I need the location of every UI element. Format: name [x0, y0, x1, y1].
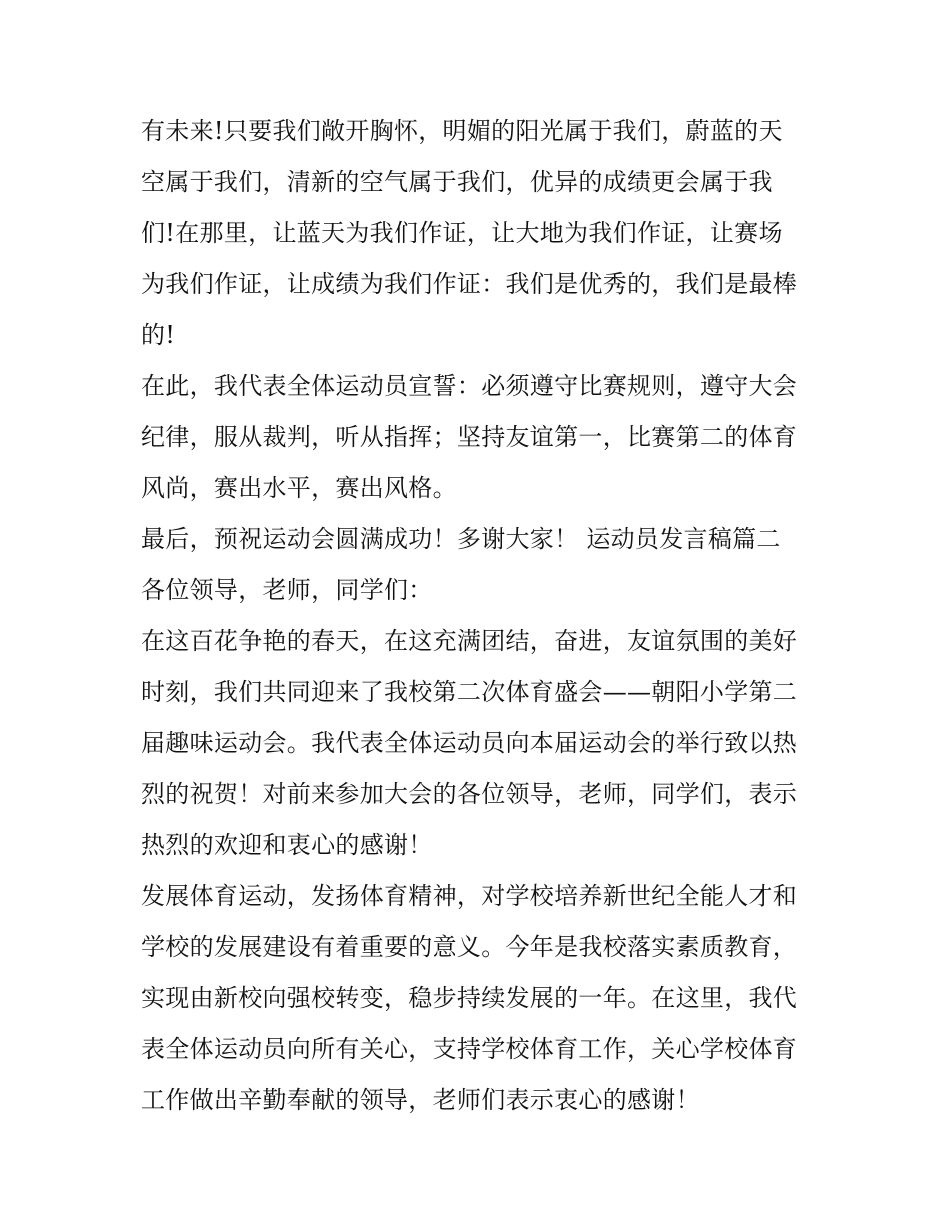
- text-line: 实现由新校向强校转变，稳步持续发展的一年。在这里，我代: [141, 984, 798, 1012]
- text-line: 风尚，赛出水平，赛出风格。: [141, 474, 457, 502]
- text-line: 时刻，我们共同迎来了我校第二次体育盛会——朝阳小学第二: [141, 678, 798, 706]
- text-line: 学校的发展建设有着重要的意义。今年是我校落实素质教育，: [141, 933, 798, 961]
- text-line: 热烈的欢迎和衷心的感谢！: [141, 831, 433, 859]
- body-text: [141, 106, 821, 1126]
- text-line: 工作做出辛勤奉献的领导，老师们表示衷心的感谢！: [141, 1086, 700, 1114]
- text-line: 为我们作证，让成绩为我们作证：我们是优秀的，我们是最棒: [141, 270, 798, 298]
- text-line: 纪律，服从裁判，听从指挥；坚持友谊第一，比赛第二的体育: [141, 423, 798, 451]
- text-line: 表全体运动员向所有关心，支持学校体育工作，关心学校体育: [141, 1035, 798, 1063]
- text-line: 最后，预祝运动会圆满成功！多谢大家！ 运动员发言稿篇二: [141, 525, 781, 553]
- text-line: 的!: [141, 321, 176, 349]
- text-line: 各位领导，老师，同学们：: [141, 576, 433, 604]
- text-line: 在此，我代表全体运动员宣誓：必须遵守比赛规则，遵守大会: [141, 372, 798, 400]
- text-line: 烈的祝贺！对前来参加大会的各位领导，老师，同学们，表示: [141, 780, 798, 808]
- text-line: 届趣味运动会。我代表全体运动员向本届运动会的举行致以热: [141, 729, 798, 757]
- text-line: 们!在那里，让蓝天为我们作证，让大地为我们作证，让赛场: [141, 219, 783, 247]
- text-line: 有未来!只要我们敞开胸怀，明媚的阳光属于我们，蔚蓝的天: [141, 117, 783, 145]
- text-line: 在这百花争艳的春天，在这充满团结，奋进，友谊氛围的美好: [141, 627, 798, 655]
- text-line: 空属于我们，清新的空气属于我们，优异的成绩更会属于我: [141, 168, 773, 196]
- text-line: 发展体育运动，发扬体育精神，对学校培养新世纪全能人才和: [141, 882, 798, 910]
